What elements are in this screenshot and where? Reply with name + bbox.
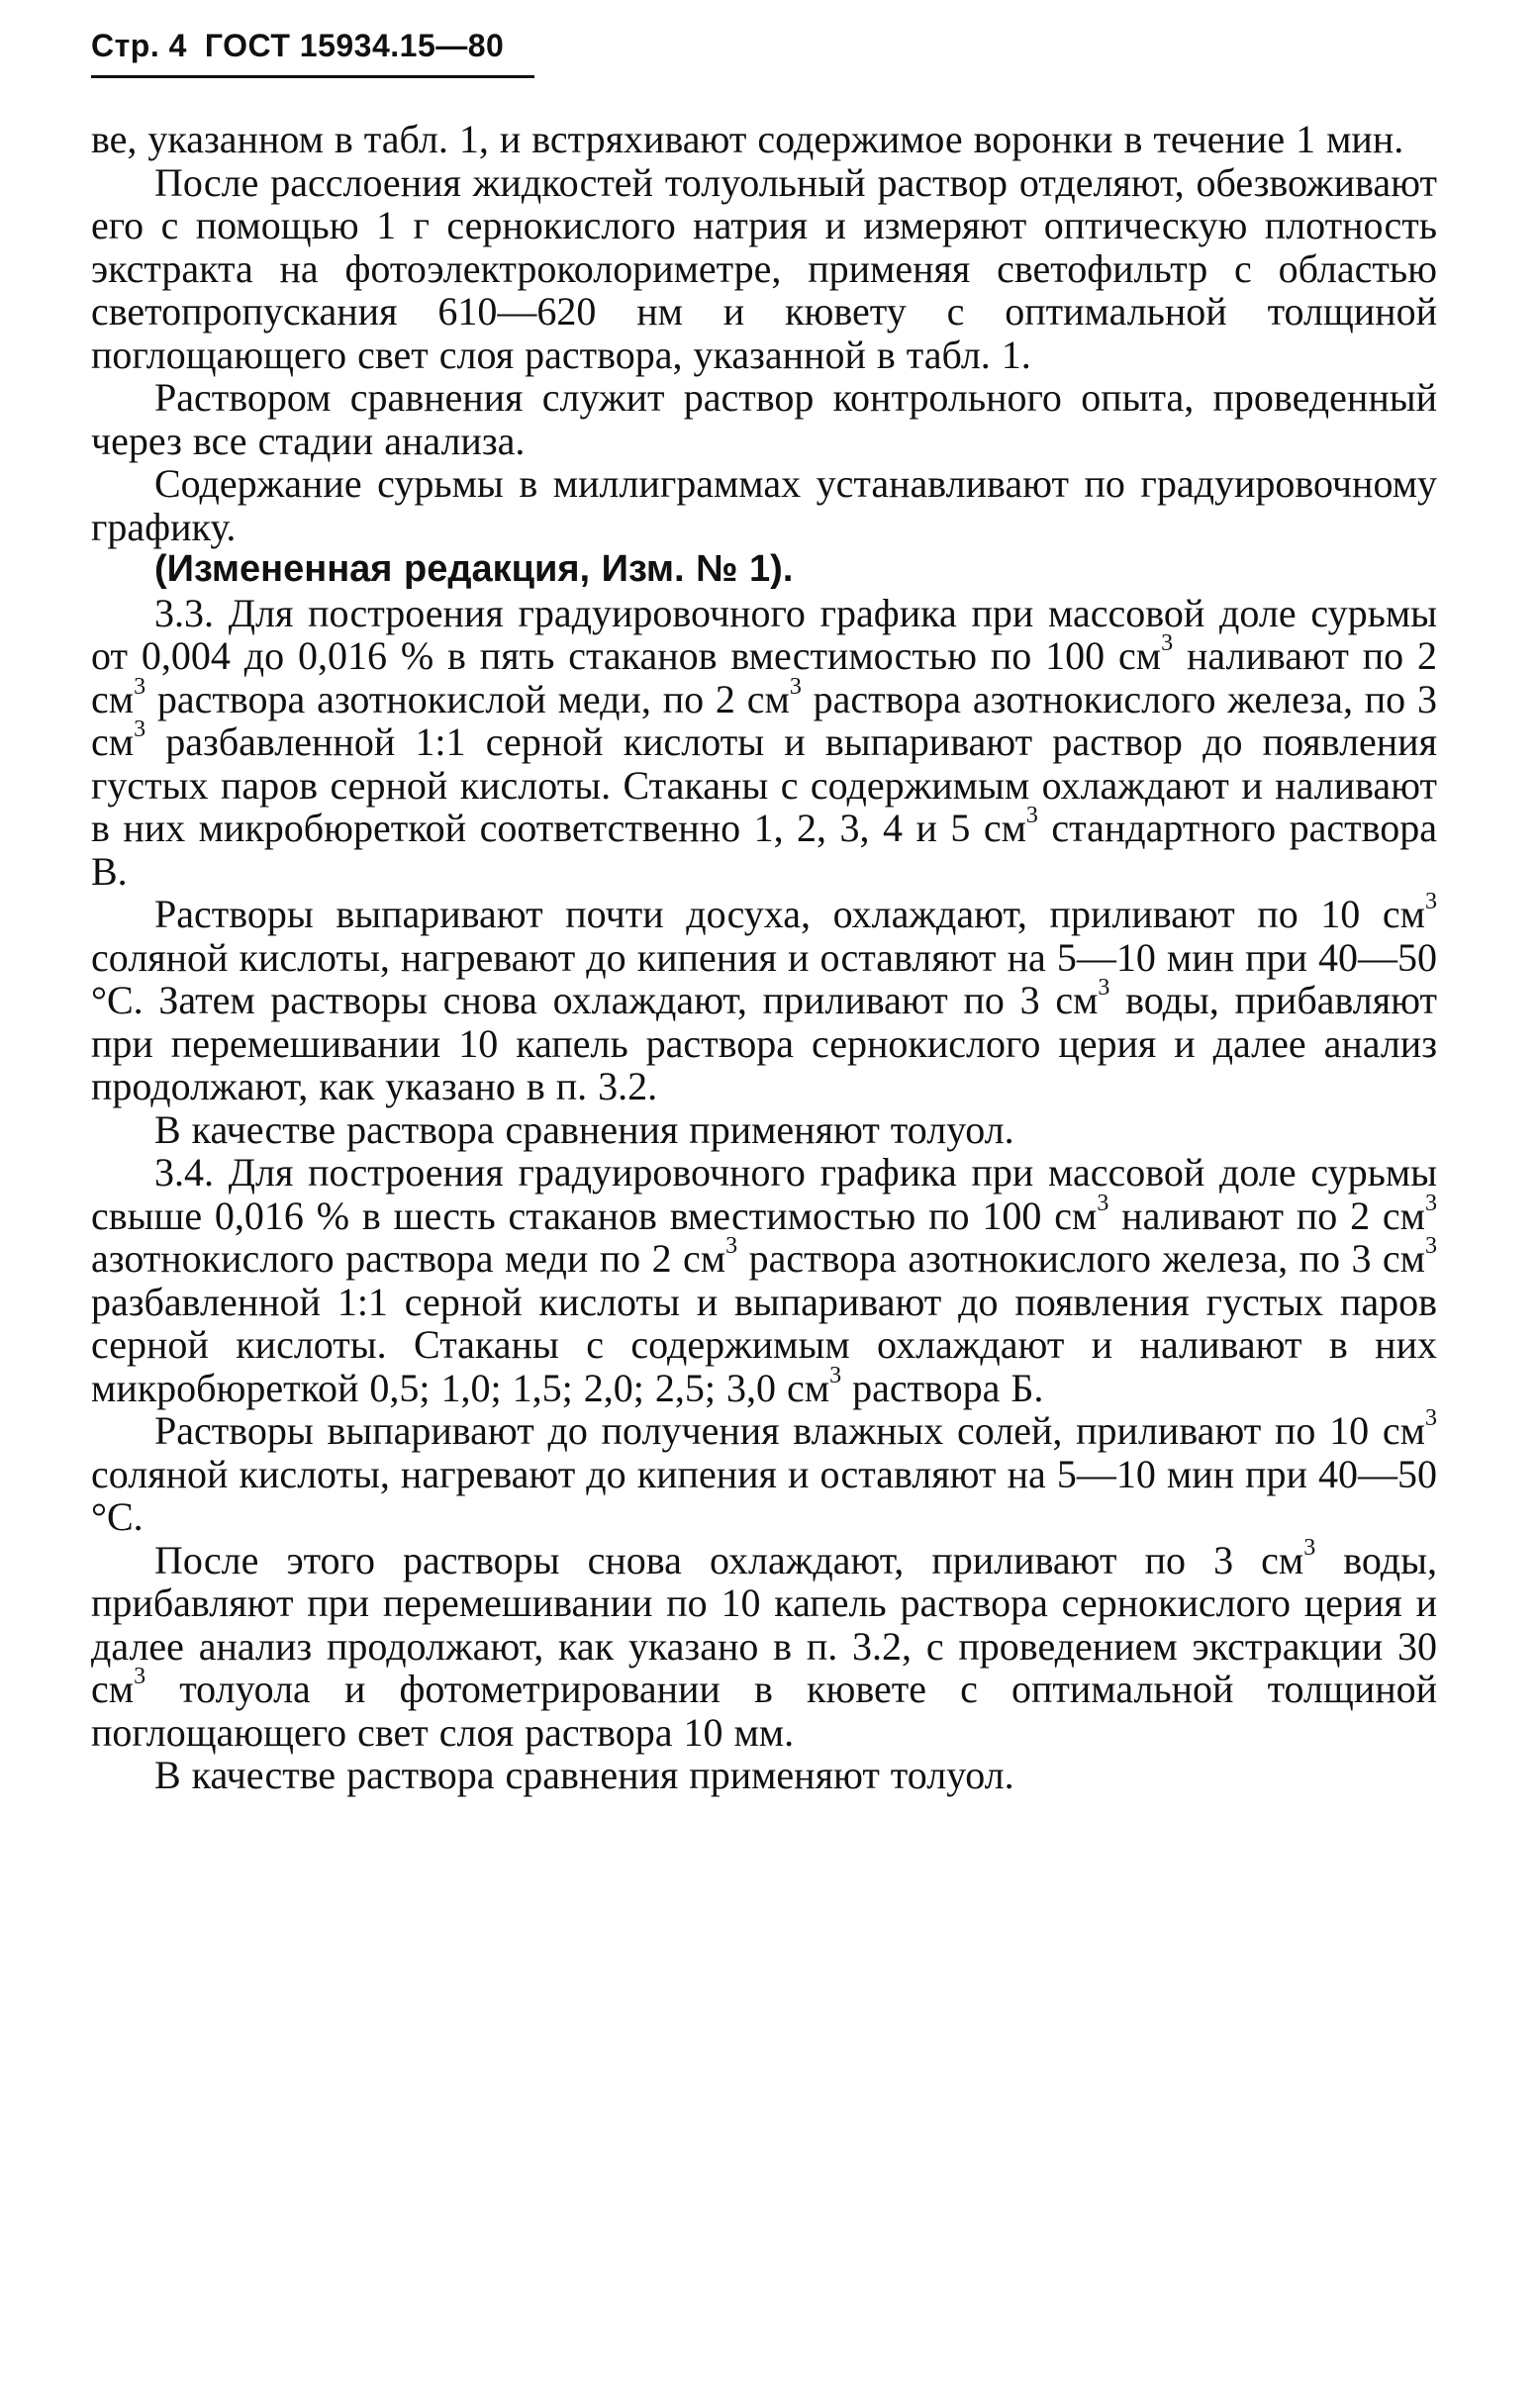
header-rule xyxy=(91,75,534,78)
superscript-three: 3 xyxy=(1425,1404,1437,1431)
paragraph-reference-solution: Раствором сравнения служит раствор контрольного опыта, проведенный через все стадии анализа. xyxy=(91,375,1437,463)
paragraph-evaporation-1: Растворы выпаривают почти досуха, охлаждают, приливают по 10 $см^3$ соляной кислоты, нагревают до кипения и оставляют на 5—10 мин при 40—50 °С. Затем растворы снова охлаждают, приливают по 3 $см^3$ воды, прибавляют при перемешивании 10 капель раствора сернокислого церия и далее анализ продолжают, как указано в п. 3.2. xyxy=(91,888,1437,1108)
superscript-three: 3 xyxy=(789,673,802,700)
paragraph-reference-toluene-1: В качестве раствора сравнения применяют толуол. xyxy=(154,1106,1014,1152)
paragraph-reference-toluene-2: В качестве раствора сравнения применяют толуол. xyxy=(154,1753,1014,1797)
page-header xyxy=(91,22,1437,69)
paragraph-3-4: 3.4. Для построения градуировочного графика при массовой доле сурьмы свыше 0,016 % в шесть стаканов вместимостью по 100 $см^3$ наливают по 2 $см^3$ азотнокислого раствора меди по 2 $см^3$ раствора азотнокислого железа, по 3 $см^3$ разбавленной 1:1 серной кислоты и выпаривают до появления густых паров серной кислоты. Стаканы с содержимым охлаждают и наливают в них микробюреткой 0,5; 1,0; 1,5; 2,0; 2,5; 3,0 $см^3$ раствора Б. xyxy=(91,1150,1437,1410)
superscript-three: 3 xyxy=(829,1362,842,1388)
superscript-three: 3 xyxy=(1097,1190,1109,1216)
paragraph-3-3: 3.3. Для построения градуировочного графика при массовой доле сурьмы от 0,004 до 0,016 % в пять стаканов вместимостью по 100 $см^3$ наливают по 2 $см^3$ раствора азотнокислой меди, по 2 $см^3$ раствора азотнокислого железа, по 3 $см^3$ разбавленной 1:1 серной кислоты и выпаривают раствор до появления густых паров серной кислоты. Стаканы с содержимым охлаждают и наливают в них микробюреткой соответственно 1, 2, 3, 4 и 5 $см^3$ стандартного раствора В. xyxy=(91,590,1438,894)
superscript-three: 3 xyxy=(1025,802,1038,828)
standard-number: ГОСТ 15934.15—80 xyxy=(204,28,505,63)
page-number: Стр. 4 xyxy=(91,28,187,63)
superscript-three: 3 xyxy=(1098,974,1110,1001)
paragraph-evaporation-2: Растворы выпаривают до получения влажных солей, приливают по 10 $см^3$ соляной кислоты, нагревают до кипения и оставляют на 5—10 мин при 40—50 °С. xyxy=(91,1404,1437,1539)
superscript-three: 3 xyxy=(1303,1534,1316,1561)
superscript-three: 3 xyxy=(134,1663,146,1689)
superscript-three: 3 xyxy=(1425,888,1437,914)
amendment-note: (Измененная редакция, Изм. № 1). xyxy=(154,548,794,590)
document-page xyxy=(91,22,1437,1797)
superscript-three: 3 xyxy=(1425,1232,1437,1259)
paragraph-antimony-content: Содержание сурьмы в миллиграммах устанавливают по градуировочному графику. xyxy=(91,461,1437,549)
superscript-three: 3 xyxy=(1425,1190,1437,1216)
paragraph-extraction: После этого растворы снова охлаждают, приливают по 3 $см^3$ воды, прибавляют при перемешивании по 10 капель раствора сернокислого церия и далее анализ продолжают, как указано в п. 3.2, с проведением экстракции 30 $см^3$ толуола и фотометрировании в кювете с оптимальной толщиной поглощающего свет слоя раствора 10 мм. xyxy=(91,1534,1437,1755)
superscript-three: 3 xyxy=(725,1232,738,1259)
superscript-three: 3 xyxy=(134,716,146,742)
paragraph-continuation: ве, указанном в табл. 1, и встряхивают содержимое воронки в течение 1 мин. xyxy=(91,117,1404,161)
superscript-three: 3 xyxy=(134,673,146,700)
paragraph-separation: После расслоения жидкостей толуольный раствор отделяют, обезвоживают его с помощью 1 г сернокислого натрия и измеряют оптическую плотность экстракта на фотоэлектроколориметре, применяя светофильтр с областью светопропускания 610—620 нм и кювету с оптимальной толщиной поглощающего свет слоя раствора, указанной в табл. 1. xyxy=(91,159,1437,377)
superscript-three: 3 xyxy=(1161,629,1174,656)
